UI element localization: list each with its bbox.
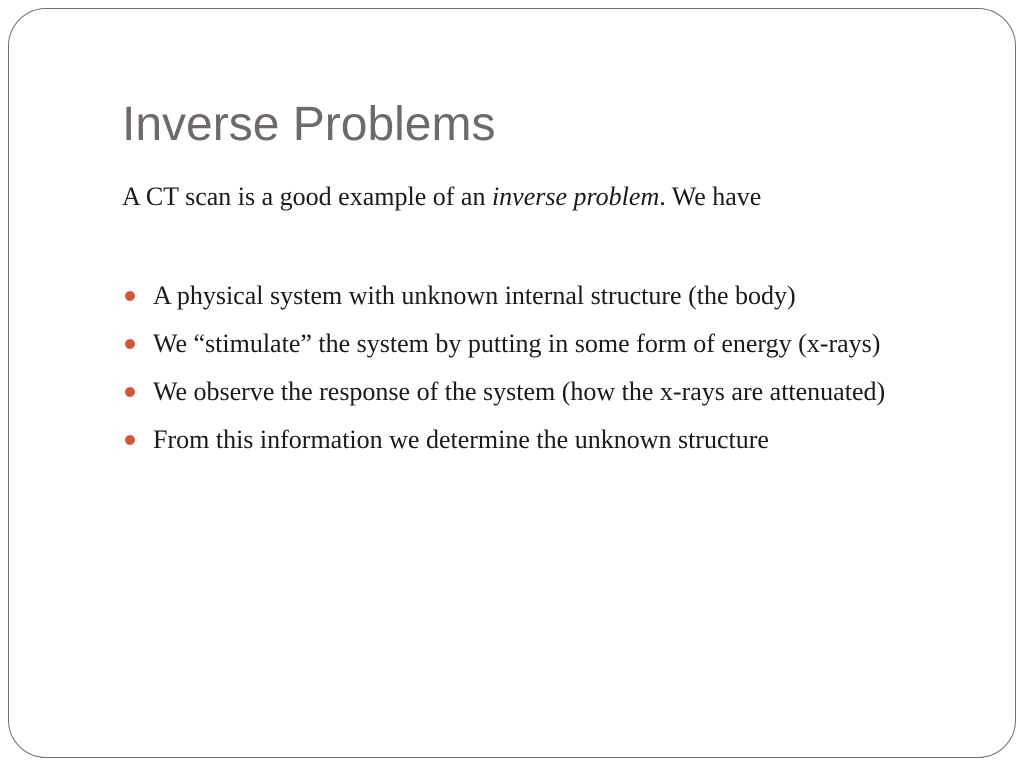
intro-emphasis: inverse problem: [491, 182, 660, 211]
bullet-item-1: [122, 275, 952, 317]
bullet-item-3: [122, 371, 952, 413]
bullet-dot-icon: [125, 291, 135, 301]
bullet-text-2: We “stimulate” the system by putting in some form of energy (x-rays): [153, 329, 881, 358]
bullet-item-4: [122, 419, 952, 461]
slide-title: Inverse Problems: [122, 98, 496, 151]
slide-frame: [8, 8, 1016, 758]
intro-text-end: . We have: [659, 182, 762, 211]
intro-text-start: A CT scan is a good example of an: [122, 182, 492, 211]
bullet-dot-icon: [125, 339, 135, 349]
bullet-list: [122, 275, 952, 467]
bullet-text-4: From this information we determine the unknown structure: [153, 425, 769, 454]
bullet-text-3: We observe the response of the system (how the x-rays are attenuated): [153, 377, 886, 406]
bullet-dot-icon: [125, 387, 135, 397]
bullet-item-2: [122, 323, 952, 365]
bullet-text-1: A physical system with unknown internal structure (the body): [153, 281, 796, 310]
intro-text: [122, 179, 761, 215]
bullet-dot-icon: [125, 435, 135, 445]
